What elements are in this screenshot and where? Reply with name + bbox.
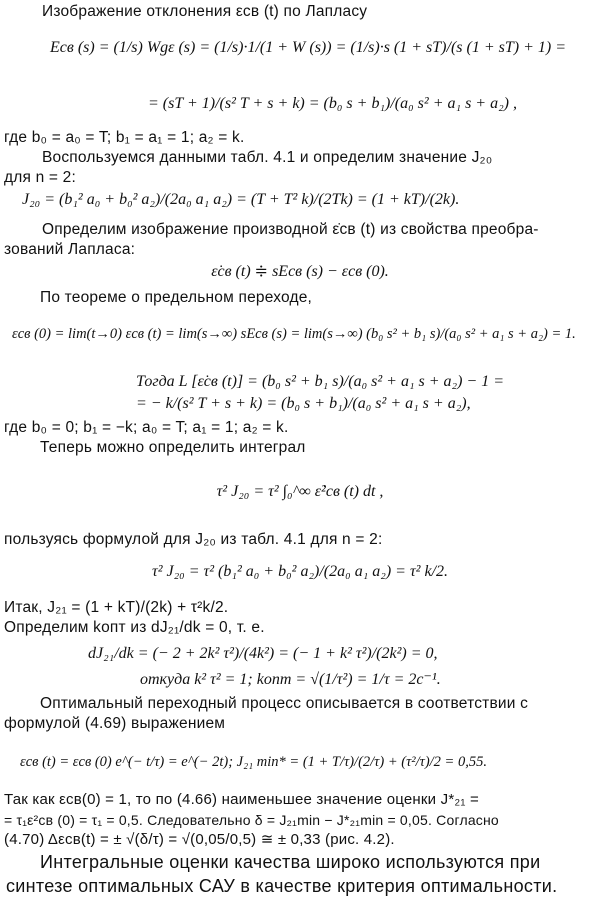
equation-line: τ² J₂₀ = τ² ∫₀^∞ ε̇²св (t) dt , [216, 483, 384, 500]
text-line: (4.70) Δεсв(t) = ± √(δ/τ) = √(0,05/0,5) ≅ ± 0,33 (рис. 4.2). [4, 831, 395, 848]
equation-line: εсв (t) = εсв (0) e^(− t/τ) = e^(− 2t); J₂₁ min* = (1 + T/τ)/(2/τ) + (τ²/τ)/2 = 0,55. [20, 754, 487, 770]
equation-line: J₂₀ = (b₁² a₀ + b₀² a₂)/(2a₀ a₁ a₂) = (T + T² k)/(2Tk) = (1 + kT)/(2k). [22, 191, 460, 208]
text-line: для n = 2: [4, 169, 76, 186]
text-line: Определим изображение производной ε̇св (t) из свойства преобра- [42, 221, 539, 238]
text-line: Изображение отклонения εсв (t) по Лапласу [42, 3, 368, 20]
text-line: Итак, J₂₁ = (1 + kT)/(2k) + τ²k/2. [4, 599, 229, 616]
text-line: Оптимальный переходный процесс описывается в соответствии с [40, 695, 529, 712]
text-line: Так как εсв(0) = 1, то по (4.66) наименьшее значение оценки J*₂₁ = [4, 791, 479, 808]
equation-line: откуда k² τ² = 1; kопт = √(1/τ²) = 1/τ = 2c⁻¹. [140, 671, 441, 688]
text-line: Интегральные оценки качества широко используются при [40, 852, 541, 872]
equation-line: ε̇св (t) ≑ sEсв (s) − εсв (0). [211, 263, 389, 280]
text-line: Воспользуемся данными табл. 4.1 и определим значение J₂₀ [42, 149, 493, 166]
equation-line: dJ₂₁/dk = (− 2 + 2k² τ²)/(4k²) = (− 1 + k² τ²)/(2k²) = 0, [88, 645, 438, 662]
text-line: синтезе оптимальных САУ в качестве критерия оптимальности. [6, 876, 558, 896]
equation-line: εсв (0) = lim(t→0) εсв (t) = lim(s→∞) sEсв (s) = lim(s→∞) (b₀ s² + b₁ s)/(a₀ s² + a₁ s + a₂) = 1. [12, 326, 576, 342]
text-line: зований Лапласа: [4, 241, 136, 258]
text-line: Определим kопт из dJ₂₁/dk = 0, т. е. [4, 619, 265, 636]
text-line: Теперь можно определить интеграл [40, 439, 306, 456]
text-line: пользуясь формулой для J₂₀ из табл. 4.1 для n = 2: [4, 531, 383, 548]
equation-line: Eсв (s) = (1/s) Wgε (s) = (1/s)·1/(1 + W (s)) = (1/s)·s (1 + sT)/(s (1 + sT) + 1) = [50, 39, 567, 56]
equation-line: Тогда L [ε̇св (t)] = (b₀ s² + b₁ s)/(a₀ s² + a₁ s + a₂) − 1 = [136, 373, 505, 390]
equation-line: τ² J₂₀ = τ² (b₁² a₀ + b₀² a₂)/(2a₀ a₁ a₂) = τ² k/2. [151, 563, 449, 580]
text-line: где b₀ = a₀ = T; b₁ = a₁ = 1; a₂ = k. [4, 129, 245, 146]
equation-line: = (sT + 1)/(s² T + s + k) = (b₀ s + b₁)/(a₀ s² + a₁ s + a₂) , [148, 95, 517, 112]
text-line: формулой (4.69) выражением [4, 715, 226, 732]
equation-line: = − k/(s² T + s + k) = (b₀ s + b₁)/(a₀ s² + a₁ s + a₂), [136, 395, 471, 412]
text-line: = τ₁ε²св (0) = τ₁ = 0,5. Следовательно δ = J₂₁min − J*₂₁min = 0,05. Согласно [4, 812, 499, 828]
text-line: По теореме о предельном переходе, [40, 289, 313, 306]
text-line: где b₀ = 0; b₁ = −k; a₀ = T; a₁ = 1; a₂ = k. [4, 419, 289, 436]
